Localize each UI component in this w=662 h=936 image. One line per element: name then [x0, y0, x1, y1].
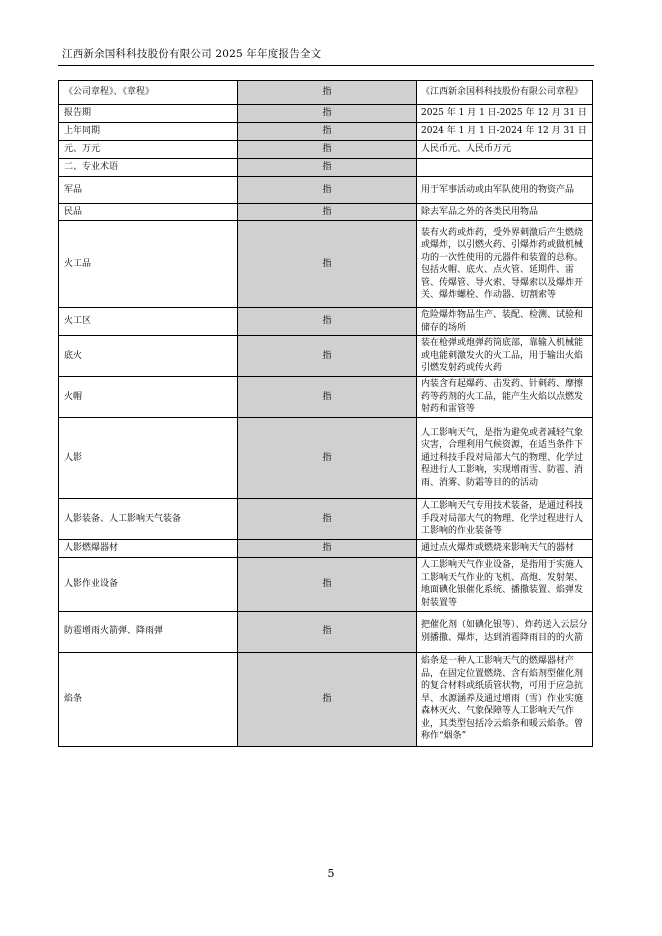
mid-cell: 指 — [238, 105, 417, 123]
table-row — [59, 204, 593, 221]
mid-cell: 指 — [238, 557, 417, 611]
term-cell: 人影燃爆器材 — [59, 539, 238, 557]
mid-cell: 指 — [238, 308, 417, 336]
report-header-title: 江西新余国科科技股份有限公司 2025 年年度报告全文 — [62, 48, 322, 60]
term-cell: 《公司章程》、《章程》 — [59, 81, 238, 105]
definition-cell: 人民币元、人民币万元 — [417, 141, 593, 159]
table-row — [59, 557, 593, 611]
mid-cell: 指 — [238, 499, 417, 540]
table-row — [59, 141, 593, 159]
term-cell: 报告期 — [59, 105, 238, 123]
mid-cell: 指 — [238, 221, 417, 308]
mid-cell: 指 — [238, 123, 417, 141]
definition-cell — [417, 159, 593, 177]
term-cell: 民品 — [59, 204, 238, 221]
definitions-table — [58, 80, 593, 747]
term-cell: 底火 — [59, 336, 238, 377]
mid-cell: 指 — [238, 418, 417, 499]
table-row — [59, 652, 593, 746]
mid-cell: 指 — [238, 336, 417, 377]
table-row — [59, 377, 593, 418]
definition-cell: 装在枪弹或炮弹药筒底部，靠输入机械能或电能刺激发火的火工品，用于输出火焰引燃发射药或传火药 — [417, 336, 593, 377]
definition-cell: 通过点火爆炸或燃烧来影响天气的器材 — [417, 539, 593, 557]
term-cell: 元、万元 — [59, 141, 238, 159]
term-cell: 二、专业术语 — [59, 159, 238, 177]
table-row — [59, 499, 593, 540]
term-cell: 军品 — [59, 177, 238, 204]
definition-cell: 焰条是一种人工影响天气的燃爆器材产品，在固定位置燃烧、含有焰剂型催化剂的复合材料或纸质管状物，可用于应急抗旱、水源涵养及通过增雨（雪）作业实施森林灭火、气象保障等人工影响天气作业，其类型包括冷云焰条和暖云焰条。曾称作“烟条” — [417, 652, 593, 746]
term-cell: 火工区 — [59, 308, 238, 336]
definition-cell: 2025 年 1 月 1 日-2025 年 12 月 31 日 — [417, 105, 593, 123]
table-row — [59, 159, 593, 177]
definition-cell: 人工影响天气，是指为避免或者减轻气象灾害，合理利用气候资源，在适当条件下通过科技手段对局部大气的物理、化学过程进行人工影响，实现增雨雪、防雹、消雨、消雾、防霜等目的的活动 — [417, 418, 593, 499]
table-row — [59, 308, 593, 336]
mid-cell: 指 — [238, 652, 417, 746]
mid-cell: 指 — [238, 377, 417, 418]
term-cell: 焰条 — [59, 652, 238, 746]
mid-cell: 指 — [238, 611, 417, 652]
mid-cell: 指 — [238, 177, 417, 204]
definition-cell: 人工影响天气专用技术装备，是通过科技手段对局部大气的物理、化学过程进行人工影响的作业装备等 — [417, 499, 593, 540]
term-cell: 火帽 — [59, 377, 238, 418]
definition-cell: 把催化剂（如碘化银等）、炸药送入云层分别播撒、爆炸，达到消雹降雨目的的火箭 — [417, 611, 593, 652]
mid-cell: 指 — [238, 539, 417, 557]
definition-cell: 装有火药或炸药，受外界刺激后产生燃烧或爆炸，以引燃火药、引爆炸药或做机械功的一次性使用的元器件和装置的总称。包括火帽、底火、点火管、延期件、雷管、传爆管、导火索、导爆索以及爆炸开关、爆炸螺栓、作动器、切割索等 — [417, 221, 593, 308]
mid-cell: 指 — [238, 159, 417, 177]
definition-cell: 人工影响天气作业设备，是指用于实施人工影响天气作业的飞机、高炮、发射架、地面碘化银催化系统、播撒装置、焰弹发射装置等 — [417, 557, 593, 611]
definition-cell: 《江西新余国科科技股份有限公司章程》 — [417, 81, 593, 105]
definition-cell: 用于军事活动或由军队使用的物资产品 — [417, 177, 593, 204]
mid-cell: 指 — [238, 204, 417, 221]
table-row — [59, 418, 593, 499]
table-row — [59, 539, 593, 557]
table-row — [59, 177, 593, 204]
definition-cell: 内装含有起爆药、击发药、针刺药、摩擦药等药剂的火工品，能产生火焰以点燃发射药和雷管等 — [417, 377, 593, 418]
table-row — [59, 611, 593, 652]
table-row — [59, 81, 593, 105]
definition-cell: 危险爆炸物品生产、装配、检测、试验和储存的场所 — [417, 308, 593, 336]
mid-cell: 指 — [238, 141, 417, 159]
definition-cell: 除去军品之外的各类民用物品 — [417, 204, 593, 221]
term-cell: 上年同期 — [59, 123, 238, 141]
mid-cell: 指 — [238, 81, 417, 105]
term-cell: 火工品 — [59, 221, 238, 308]
table-row — [59, 336, 593, 377]
table-row — [59, 123, 593, 141]
definitions-table-body — [59, 81, 593, 747]
definition-cell: 2024 年 1 月 1 日-2024 年 12 月 31 日 — [417, 123, 593, 141]
page-number: 5 — [327, 867, 335, 880]
term-cell: 防雹增雨火箭弹、降雨弹 — [59, 611, 238, 652]
header-divider — [58, 65, 594, 66]
table-row — [59, 105, 593, 123]
term-cell: 人影 — [59, 418, 238, 499]
term-cell: 人影装备、人工影响天气装备 — [59, 499, 238, 540]
table-row — [59, 221, 593, 308]
term-cell: 人影作业设备 — [59, 557, 238, 611]
